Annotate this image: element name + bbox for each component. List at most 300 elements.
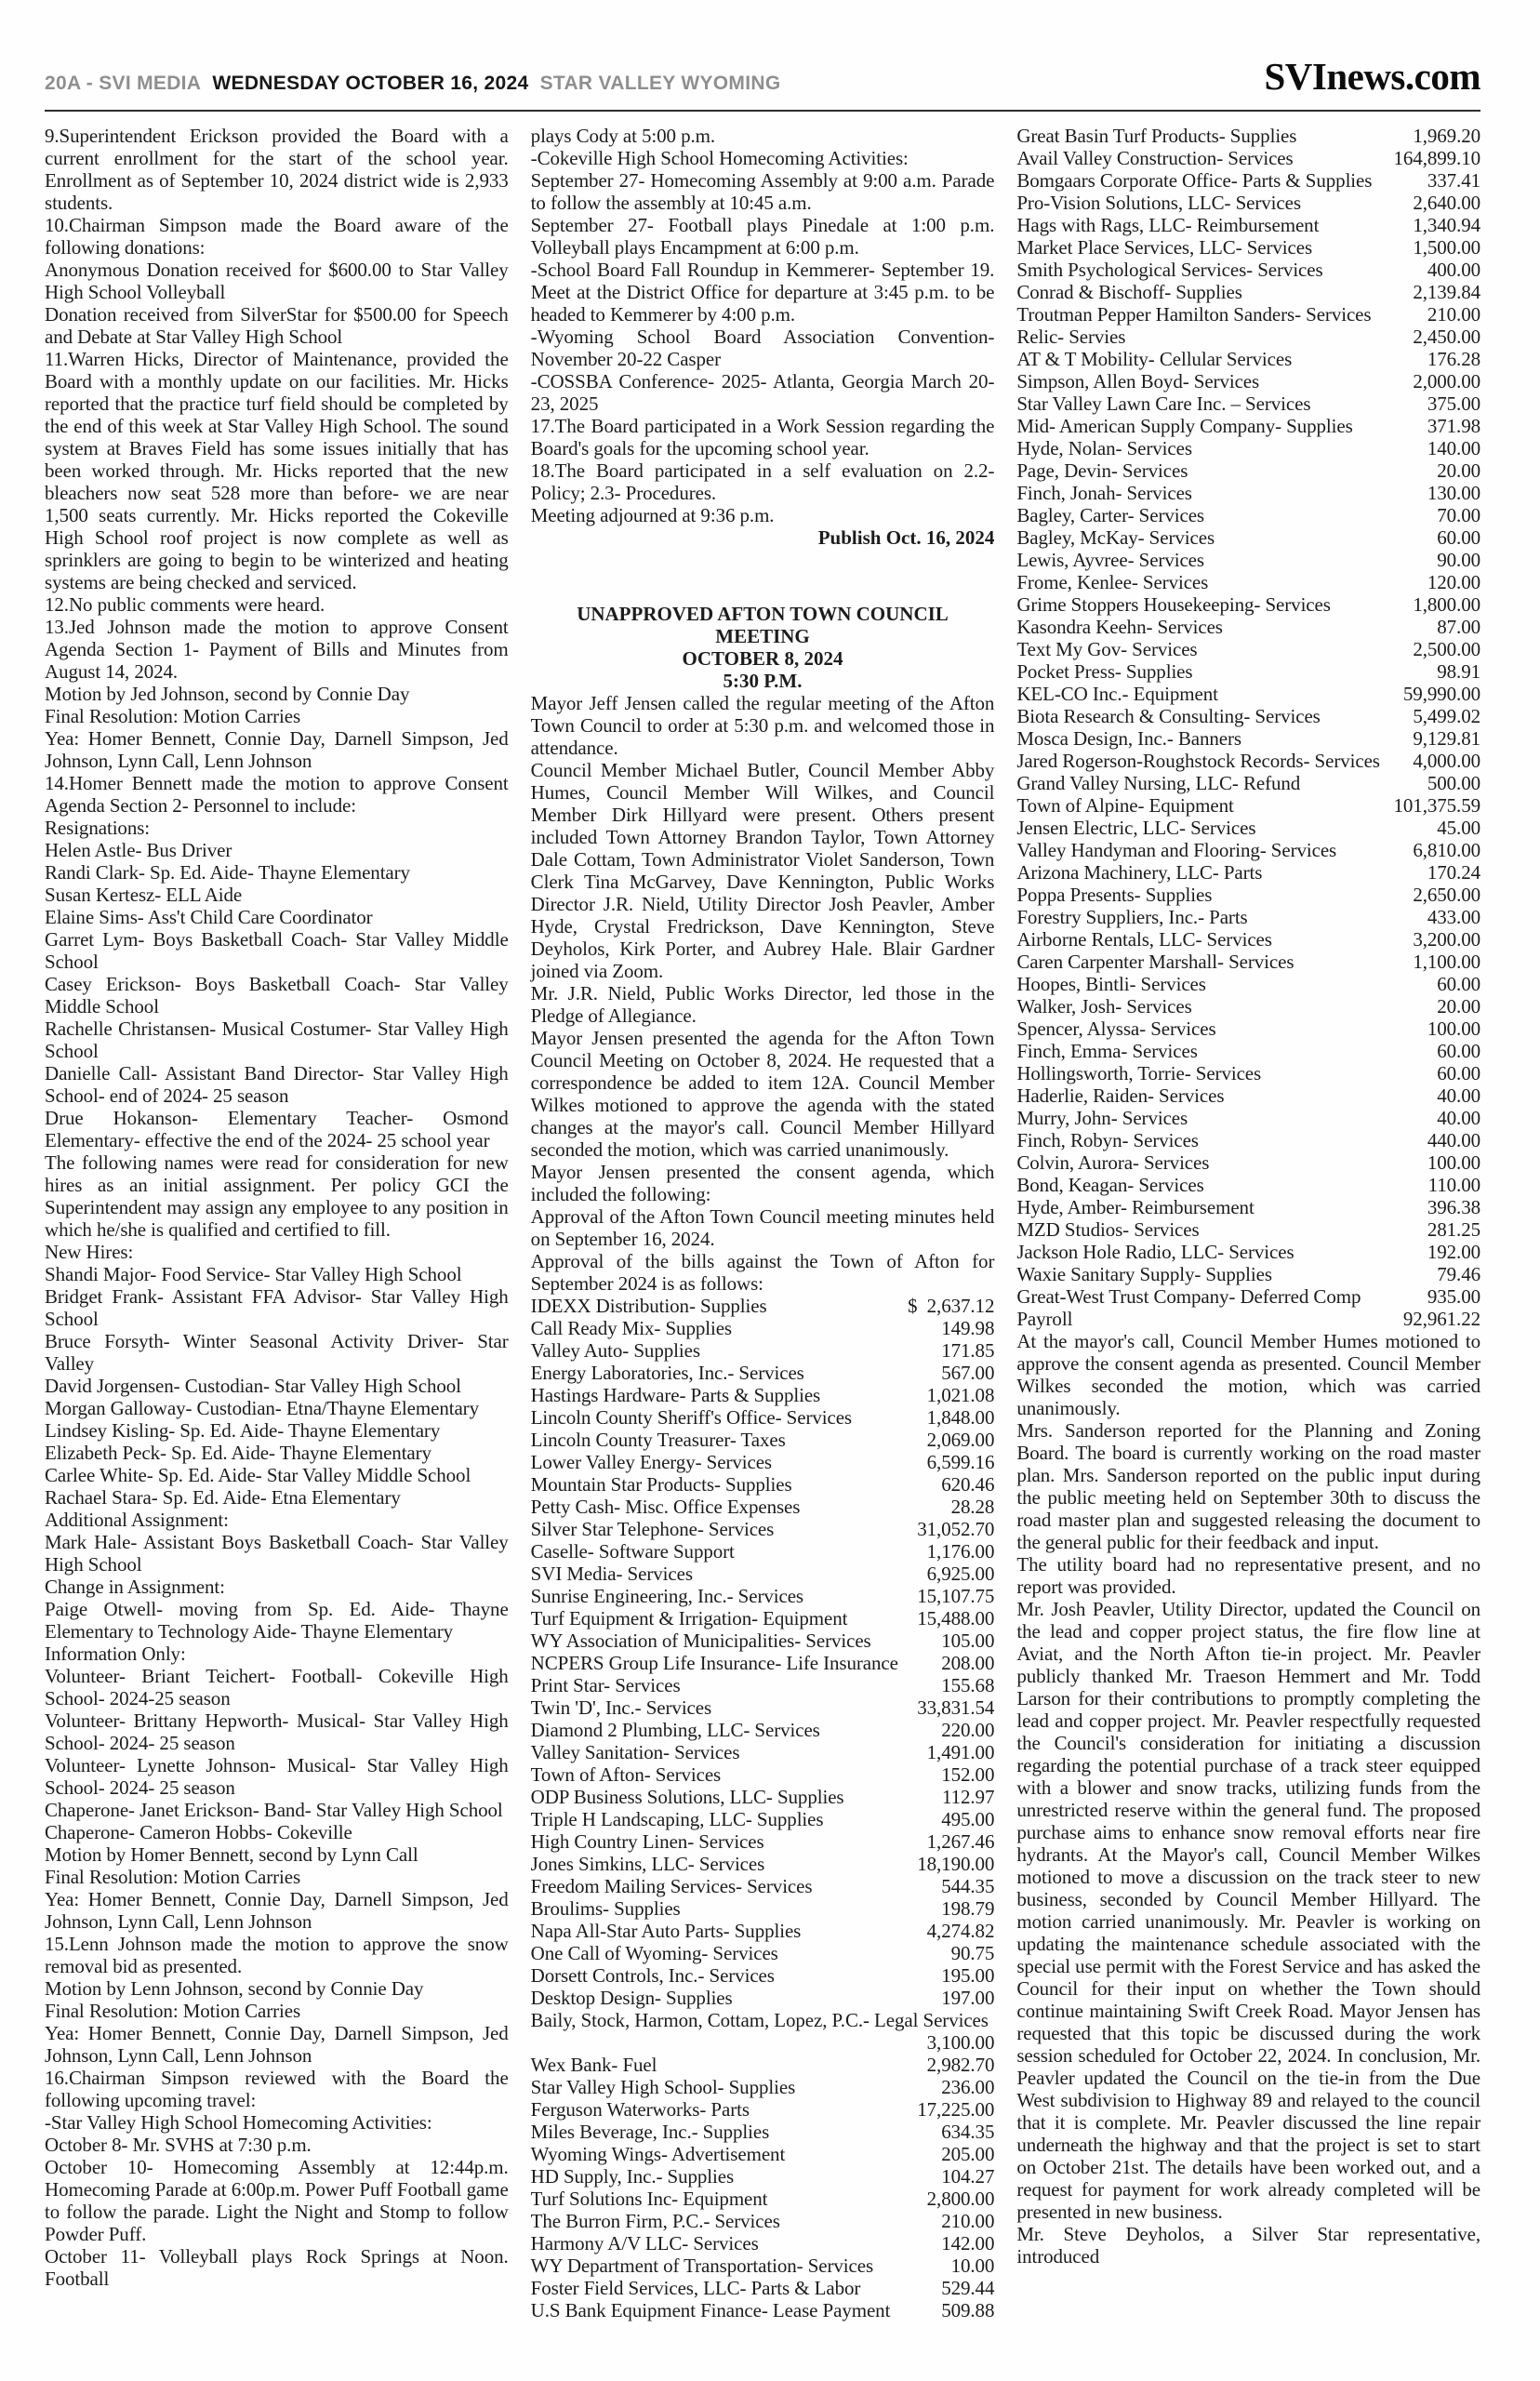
bill-vendor: Grand Valley Nursing, LLC- Refund bbox=[1016, 772, 1301, 794]
paragraph: Lindsey Kisling- Sp. Ed. Aide- Thayne Elementary bbox=[45, 1419, 441, 1442]
paragraph: -COSSBA Conference- 2025- Atlanta, Georgia March 20-23, 2025 bbox=[530, 370, 995, 415]
paragraph: Casey Erickson- Boys Basketball Coach- Star Valley Middle School bbox=[45, 973, 509, 1018]
bill-amount: 5,499.02 bbox=[1413, 705, 1481, 727]
paragraph: The following names were read for consideration for new hires as an initial assignment. Per policy GCI the Superintendent may assign any employee to any position in which he/she is qualified and certified to fill. bbox=[45, 1151, 509, 1241]
bill-amount: 567.00 bbox=[941, 1362, 995, 1384]
bill-amount: 176.28 bbox=[1427, 348, 1481, 370]
bill-amount: 90.00 bbox=[1437, 549, 1481, 571]
paragraph: Meeting adjourned at 9:36 p.m. bbox=[530, 504, 775, 526]
bill-row bbox=[531, 2076, 995, 2098]
bill-row bbox=[531, 1786, 995, 1808]
bill-row bbox=[531, 2188, 995, 2210]
bill-vendor: Lincoln County Sheriff's Office- Services bbox=[530, 1406, 853, 1429]
bill-vendor: Waxie Sanitary Supply- Supplies bbox=[1016, 1263, 1272, 1285]
paragraph: At the mayor's call, Council Member Humes motioned to approve the consent agenda as presented. Council Member Wilkes seconded the motion, which was carried unanimously. bbox=[1016, 1330, 1481, 1419]
page-header bbox=[45, 54, 1480, 99]
bill-vendor: Town of Afton- Services bbox=[530, 1763, 722, 1786]
bill-vendor: Pro-Vision Solutions, LLC- Services bbox=[1016, 192, 1301, 214]
bill-amount: 33,831.54 bbox=[917, 1696, 995, 1719]
bill-row bbox=[531, 2143, 995, 2165]
bill-amount: 149.98 bbox=[941, 1317, 995, 1339]
bill-row bbox=[531, 1496, 995, 1518]
bill-row bbox=[531, 2098, 995, 2121]
bill-row bbox=[1016, 884, 1480, 906]
bill-row bbox=[1016, 973, 1480, 995]
bill-amount: 935.00 bbox=[1427, 1285, 1481, 1308]
bill-row bbox=[531, 1964, 995, 1987]
bill-amount: 440.00 bbox=[1427, 1129, 1481, 1151]
bill-row bbox=[531, 1406, 995, 1429]
column-3 bbox=[1016, 125, 1480, 2321]
bill-amount: 1,491.00 bbox=[926, 1741, 995, 1763]
bill-vendor: Wex Bank- Fuel bbox=[530, 2054, 657, 2076]
paragraph: Elaine Sims- Ass't Child Care Coordinator bbox=[45, 906, 373, 928]
paragraph: Baily, Stock, Harmon, Cottam, Lopez, P.C.- Legal Services bbox=[530, 2009, 989, 2031]
bill-vendor: WY Department of Transportation- Services bbox=[530, 2255, 874, 2277]
bill-row bbox=[531, 2299, 995, 2321]
page-number: 20A - SVI MEDIA bbox=[45, 73, 202, 94]
bill-amount: 236.00 bbox=[941, 2076, 995, 2098]
bill-amount: 152.00 bbox=[941, 1763, 995, 1786]
paragraph: Mrs. Sanderson reported for the Planning and Zoning Board. The board is currently working on the road master plan. Mrs. Sanderson reported on the public input during the public meeting held on September 30th to discuss the road master plan and suggested releasing the document to the general public for their feedback and input. bbox=[1016, 1419, 1481, 1553]
bill-amount: 2,139.84 bbox=[1413, 281, 1481, 303]
bill-vendor: Hollingsworth, Torrie- Services bbox=[1016, 1062, 1262, 1084]
bill-row bbox=[1016, 526, 1480, 549]
bill-vendor: Murry, John- Services bbox=[1016, 1107, 1188, 1129]
bill-amount: 9,129.81 bbox=[1413, 727, 1481, 750]
header-divider bbox=[45, 110, 1480, 112]
bill-vendor: Forestry Suppliers, Inc.- Parts bbox=[1016, 906, 1248, 928]
bill-vendor: Call Ready Mix- Supplies bbox=[530, 1317, 733, 1339]
bill-vendor: Valley Sanitation- Services bbox=[530, 1741, 740, 1763]
bill-vendor: Town of Alpine- Equipment bbox=[1016, 794, 1234, 817]
bill-amount: 40.00 bbox=[1437, 1107, 1481, 1129]
bill-row bbox=[531, 1674, 995, 1696]
bill-row bbox=[1016, 437, 1480, 459]
paragraph: Rachael Stara- Sp. Ed. Aide- Etna Elementary bbox=[45, 1486, 401, 1509]
bill-amount: 634.35 bbox=[941, 2121, 995, 2143]
bill-row bbox=[531, 1518, 995, 1540]
bill-vendor: Sunrise Engineering, Inc.- Services bbox=[530, 1585, 804, 1607]
bill-vendor: Pocket Press- Supplies bbox=[1016, 660, 1193, 683]
paragraph: Volunteer- Briant Teichert- Football- Cokeville High School- 2024-25 season bbox=[45, 1665, 509, 1709]
bill-row bbox=[531, 1875, 995, 1897]
bill-row bbox=[1016, 147, 1480, 169]
bill-amount: 195.00 bbox=[941, 1964, 995, 1987]
paragraph: September 27- Football plays Pinedale at 1:00 p.m. Volleyball plays Encampment at 6:00 p.m. bbox=[530, 214, 995, 259]
bill-row bbox=[1016, 638, 1480, 660]
paragraph: 12.No public comments were heard. bbox=[45, 593, 325, 616]
bill-vendor: U.S Bank Equipment Finance- Lease Payment bbox=[530, 2299, 891, 2321]
bill-row bbox=[1016, 1107, 1480, 1129]
bill-row bbox=[1016, 504, 1480, 526]
bill-amount: 210.00 bbox=[1427, 303, 1481, 326]
bill-amount: 4,000.00 bbox=[1413, 750, 1481, 772]
bill-amount: 375.00 bbox=[1427, 392, 1481, 415]
paragraph: Susan Kertesz- ELL Aide bbox=[45, 884, 243, 906]
bill-row bbox=[1016, 928, 1480, 951]
paragraph: Resignations: bbox=[45, 817, 151, 839]
bill-vendor: High Country Linen- Services bbox=[530, 1830, 764, 1853]
bill-amount: 164,899.10 bbox=[1393, 147, 1481, 169]
bill-row bbox=[531, 1362, 995, 1384]
bill-amount: 40.00 bbox=[1437, 1084, 1481, 1107]
bill-row bbox=[531, 1563, 995, 1585]
paragraph: 17.The Board participated in a Work Session regarding the Board's goals for the upcoming school year. bbox=[530, 415, 995, 459]
bill-vendor: Lower Valley Energy- Services bbox=[530, 1451, 772, 1473]
paragraph: Carlee White- Sp. Ed. Aide- Star Valley Middle School bbox=[45, 1464, 471, 1486]
bill-row bbox=[531, 1808, 995, 1830]
bill-vendor: Avail Valley Construction- Services bbox=[1016, 147, 1294, 169]
bill-amount: 500.00 bbox=[1427, 772, 1481, 794]
bill-vendor: MZD Studios- Services bbox=[1016, 1218, 1200, 1241]
bill-vendor: Valley Auto- Supplies bbox=[530, 1339, 700, 1362]
bill-vendor: ODP Business Solutions, LLC- Supplies bbox=[530, 1786, 844, 1808]
bill-amount: 3,100.00 bbox=[926, 2031, 995, 2054]
bill-vendor: Text My Gov- Services bbox=[1016, 638, 1198, 660]
bill-amount: 100.00 bbox=[1427, 1018, 1481, 1040]
bill-vendor: Great Basin Turf Products- Supplies bbox=[1016, 125, 1297, 147]
paragraph: plays Cody at 5:00 p.m. bbox=[530, 125, 716, 147]
bill-amount: 2,500.00 bbox=[1413, 638, 1481, 660]
bill-row bbox=[1016, 236, 1480, 259]
bill-amount: 60.00 bbox=[1437, 526, 1481, 549]
bill-row bbox=[531, 1942, 995, 1964]
bill-vendor: Finch, Jonah- Services bbox=[1016, 482, 1192, 504]
bill-vendor: Bomgaars Corporate Office- Parts & Supplies bbox=[1016, 169, 1373, 192]
bill-vendor: Great-West Trust Company- Deferred Comp bbox=[1016, 1285, 1361, 1308]
bill-vendor: Jones Simkins, LLC- Services bbox=[530, 1853, 765, 1875]
bill-row bbox=[531, 2165, 995, 2188]
bill-amount: 45.00 bbox=[1437, 817, 1481, 839]
bill-vendor: Haderlie, Raiden- Services bbox=[1016, 1084, 1225, 1107]
bill-amount: 205.00 bbox=[941, 2143, 995, 2165]
bill-amount: 1,340.94 bbox=[1413, 214, 1481, 236]
paragraph: Rachelle Christansen- Musical Costumer- Star Valley High School bbox=[45, 1018, 509, 1062]
bill-row bbox=[531, 1429, 995, 1451]
paragraph: Mayor Jeff Jensen called the regular meeting of the Afton Town Council to order at 5:30 p.m. and welcomed those in attendance. bbox=[530, 692, 995, 759]
bill-amount: 529.44 bbox=[941, 2277, 995, 2299]
spacer bbox=[531, 549, 995, 603]
bill-row bbox=[1016, 1084, 1480, 1107]
bill-row bbox=[1016, 348, 1480, 370]
bill-vendor: Desktop Design- Supplies bbox=[530, 1987, 733, 2009]
bill-amount: 1,100.00 bbox=[1413, 951, 1481, 973]
bill-row bbox=[1016, 1241, 1480, 1263]
paragraph: Final Resolution: Motion Carries bbox=[45, 2000, 301, 2022]
bill-row bbox=[1016, 705, 1480, 727]
bill-vendor: Arizona Machinery, LLC- Parts bbox=[1016, 861, 1263, 884]
bill-amount: 98.91 bbox=[1437, 660, 1481, 683]
bill-amount: 10.00 bbox=[950, 2255, 995, 2277]
bill-amount: 31,052.70 bbox=[917, 1518, 995, 1540]
paragraph: -Cokeville High School Homecoming Activities: bbox=[530, 147, 909, 169]
paragraph: New Hires: bbox=[45, 1241, 134, 1263]
paragraph: 18.The Board participated in a self evaluation on 2.2- Policy; 2.3- Procedures. bbox=[530, 459, 995, 504]
bill-row bbox=[1016, 839, 1480, 861]
bill-row bbox=[531, 1696, 995, 1719]
section-heading: OCTOBER 8, 2024 bbox=[682, 647, 843, 670]
bill-vendor: Airborne Rentals, LLC- Services bbox=[1016, 928, 1272, 951]
bill-vendor: The Burron Firm, P.C.- Services bbox=[530, 2210, 780, 2232]
bill-row bbox=[1016, 1285, 1480, 1308]
bill-amount: 2,000.00 bbox=[1413, 370, 1481, 392]
bill-amount: 18,190.00 bbox=[917, 1853, 995, 1875]
paragraph: Drue Hokanson- Elementary Teacher- Osmond Elementary- effective the end of the 2024- 25 school year bbox=[45, 1107, 509, 1151]
bill-vendor: NCPERS Group Life Insurance- Life Insurance bbox=[530, 1652, 898, 1674]
bill-amount: 20.00 bbox=[1437, 995, 1481, 1018]
bill-vendor: Hags with Rags, LLC- Reimbursement bbox=[1016, 214, 1320, 236]
bill-amount: 509.88 bbox=[941, 2299, 995, 2321]
paragraph: Approval of the Afton Town Council meeting minutes held on September 16, 2024. bbox=[530, 1205, 995, 1250]
bill-row bbox=[531, 1629, 995, 1652]
paragraph: Anonymous Donation received for $600.00 to Star Valley High School Volleyball bbox=[45, 259, 509, 303]
bill-row bbox=[1016, 482, 1480, 504]
bill-vendor: Market Place Services, LLC- Services bbox=[1016, 236, 1313, 259]
header-date: WEDNESDAY OCTOBER 16, 2024 bbox=[212, 73, 529, 94]
bill-amount: 2,450.00 bbox=[1413, 326, 1481, 348]
bill-amount: 70.00 bbox=[1437, 504, 1481, 526]
bill-vendor: Bagley, McKay- Services bbox=[1016, 526, 1215, 549]
bill-amount: 120.00 bbox=[1427, 571, 1481, 593]
bill-amount: 60.00 bbox=[1437, 1040, 1481, 1062]
bill-row bbox=[531, 1339, 995, 1362]
bill-row bbox=[1016, 192, 1480, 214]
bill-amount: 79.46 bbox=[1437, 1263, 1481, 1285]
bill-amount: 105.00 bbox=[941, 1629, 995, 1652]
paragraph: Motion by Homer Bennett, second by Lynn Call bbox=[45, 1843, 418, 1866]
paragraph: 16.Chairman Simpson reviewed with the Board the following upcoming travel: bbox=[45, 2067, 509, 2111]
bill-row bbox=[531, 2232, 995, 2255]
bill-row bbox=[1016, 1218, 1480, 1241]
bill-vendor: Colvin, Aurora- Services bbox=[1016, 1151, 1210, 1174]
bill-amount: 544.35 bbox=[941, 1875, 995, 1897]
bill-vendor: Hastings Hardware- Parts & Supplies bbox=[530, 1384, 821, 1406]
bill-row bbox=[531, 2255, 995, 2277]
bill-vendor: Lewis, Ayvree- Services bbox=[1016, 549, 1204, 571]
bill-amount: 2,800.00 bbox=[926, 2188, 995, 2210]
paragraph: Yea: Homer Bennett, Connie Day, Darnell Simpson, Jed Johnson, Lynn Call, Lenn Johnson bbox=[45, 2022, 509, 2067]
bill-vendor: KEL-CO Inc.- Equipment bbox=[1016, 683, 1218, 705]
bill-amount: 60.00 bbox=[1437, 1062, 1481, 1084]
bill-amount: 90.75 bbox=[950, 1942, 995, 1964]
bill-row bbox=[1016, 415, 1480, 437]
bill-amount: 130.00 bbox=[1427, 482, 1481, 504]
bill-amount: 112.97 bbox=[941, 1786, 995, 1808]
bill-vendor: Caren Carpenter Marshall- Services bbox=[1016, 951, 1294, 973]
bill-vendor: Freedom Mailing Services- Services bbox=[530, 1875, 813, 1897]
bill-vendor: HD Supply, Inc.- Supplies bbox=[530, 2165, 735, 2188]
bill-vendor: Dorsett Controls, Inc.- Services bbox=[530, 1964, 775, 1987]
bill-row bbox=[531, 1741, 995, 1763]
paragraph: Mark Hale- Assistant Boys Basketball Coach- Star Valley High School bbox=[45, 1531, 509, 1576]
bill-amount: 1,800.00 bbox=[1413, 593, 1481, 616]
bill-amount: 15,488.00 bbox=[917, 1607, 995, 1629]
bill-vendor: Harmony A/V LLC- Services bbox=[530, 2232, 759, 2255]
bill-vendor: Turf Solutions Inc- Equipment bbox=[530, 2188, 768, 2210]
paragraph: 13.Jed Johnson made the motion to approve Consent Agenda Section 1- Payment of Bills and Minutes from August 14, 2024. bbox=[45, 616, 509, 683]
bill-amount: 155.68 bbox=[941, 1674, 995, 1696]
bill-vendor: Troutman Pepper Hamilton Sanders- Services bbox=[1016, 303, 1372, 326]
bill-vendor: Bond, Keagan- Services bbox=[1016, 1174, 1204, 1196]
bill-vendor: Payroll bbox=[1016, 1308, 1073, 1330]
bill-amount: 3,200.00 bbox=[1413, 928, 1481, 951]
bill-amount: 495.00 bbox=[941, 1808, 995, 1830]
bill-vendor: Mosca Design, Inc.- Banners bbox=[1016, 727, 1241, 750]
bill-amount: 20.00 bbox=[1437, 459, 1481, 482]
bill-row bbox=[1016, 995, 1480, 1018]
bill-vendor: Wyoming Wings- Advertisement bbox=[530, 2143, 786, 2165]
bill-row bbox=[531, 2054, 995, 2076]
bill-vendor: Diamond 2 Plumbing, LLC- Services bbox=[530, 1719, 820, 1741]
bill-row bbox=[531, 1451, 995, 1473]
bill-vendor: Ferguson Waterworks- Parts bbox=[530, 2098, 750, 2121]
bill-vendor: Walker, Josh- Services bbox=[1016, 995, 1192, 1018]
bill-amount: 2,640.00 bbox=[1413, 192, 1481, 214]
bill-vendor: Hoopes, Bintli- Services bbox=[1016, 973, 1206, 995]
paragraph: 11.Warren Hicks, Director of Maintenance, provided the Board with a monthly update on our facilities. Mr. Hicks reported that the practice turf field should be completed by the end of this week at Star Valley High School. The sound system at Braves Field has some issues initially that has been worked through. Mr. Hicks reported that the new bleachers now seat 528 more than before- we are near 1,500 seats currently. Mr. Hicks reported the Cokeville High School roof project is now complete as well as sprinklers are going to begin to be winterized and heating systems are being checked and serviced. bbox=[45, 348, 509, 593]
bill-row bbox=[1016, 906, 1480, 928]
bill-vendor: Print Star- Services bbox=[530, 1674, 681, 1696]
bill-amount: 15,107.75 bbox=[917, 1585, 995, 1607]
bill-vendor: Valley Handyman and Flooring- Services bbox=[1016, 839, 1337, 861]
bill-vendor: Jackson Hole Radio, LLC- Services bbox=[1016, 1241, 1294, 1263]
bill-row bbox=[1016, 817, 1480, 839]
bill-amount: 1,969.20 bbox=[1413, 125, 1481, 147]
paragraph: Chaperone- Janet Erickson- Band- Star Valley High School bbox=[45, 1799, 503, 1821]
bill-amount: 170.24 bbox=[1427, 861, 1481, 884]
bill-row bbox=[1016, 593, 1480, 616]
bill-row bbox=[1016, 259, 1480, 281]
bill-amount: 140.00 bbox=[1427, 437, 1481, 459]
paragraph: Approval of the bills against the Town of Afton for September 2024 is as follows: bbox=[530, 1250, 995, 1295]
bill-vendor: Foster Field Services, LLC- Parts & Labor bbox=[530, 2277, 861, 2299]
paragraph: 9.Superintendent Erickson provided the Board with a current enrollment for the start of the school year. Enrollment as of September 10, 2024 district wide is 2,933 students. bbox=[45, 125, 509, 214]
bill-row bbox=[531, 2031, 995, 2054]
paragraph: -School Board Fall Roundup in Kemmerer- September 19. Meet at the District Office for departure at 3:45 p.m. to be headed to Kemmerer by 4:00 p.m. bbox=[530, 259, 995, 326]
bill-vendor: Simpson, Allen Boyd- Services bbox=[1016, 370, 1260, 392]
bill-row bbox=[1016, 772, 1480, 794]
bill-row bbox=[531, 1987, 995, 2009]
paragraph: Mayor Jensen presented the consent agenda, which included the following: bbox=[530, 1161, 995, 1205]
bill-row bbox=[1016, 1018, 1480, 1040]
bill-vendor: Finch, Robyn- Services bbox=[1016, 1129, 1199, 1151]
paragraph: 14.Homer Bennett made the motion to approve Consent Agenda Section 2- Personnel to include: bbox=[45, 772, 509, 817]
bill-row bbox=[531, 1317, 995, 1339]
paragraph: Garret Lym- Boys Basketball Coach- Star Valley Middle School bbox=[45, 928, 509, 973]
bill-row bbox=[1016, 1196, 1480, 1218]
bill-vendor: Miles Beverage, Inc.- Supplies bbox=[530, 2121, 770, 2143]
paragraph: Final Resolution: Motion Carries bbox=[45, 1866, 301, 1888]
paragraph: Randi Clark- Sp. Ed. Aide- Thayne Elementary bbox=[45, 861, 410, 884]
bill-amount: 6,599.16 bbox=[926, 1451, 995, 1473]
bill-row bbox=[1016, 951, 1480, 973]
paragraph: October 10- Homecoming Assembly at 12:44p.m. Homecoming Parade at 6:00p.m. Power Puff Football game to follow the parade. Light the Night and Stomp to follow Powder Puff. bbox=[45, 2156, 509, 2245]
bill-amount: 28.28 bbox=[950, 1496, 995, 1518]
bill-vendor: AT & T Mobility- Cellular Services bbox=[1016, 348, 1293, 370]
bill-vendor: One Call of Wyoming- Services bbox=[530, 1942, 778, 1964]
bill-vendor: Finch, Emma- Services bbox=[1016, 1040, 1198, 1062]
paragraph: Helen Astle- Bus Driver bbox=[45, 839, 232, 861]
paragraph: Bruce Forsyth- Winter Seasonal Activity Driver- Star Valley bbox=[45, 1330, 509, 1375]
bill-vendor: Page, Devin- Services bbox=[1016, 459, 1188, 482]
bill-row bbox=[1016, 549, 1480, 571]
paragraph: Change in Assignment: bbox=[45, 1576, 225, 1598]
bill-row bbox=[531, 1719, 995, 1741]
publish-note: Publish Oct. 16, 2024 bbox=[817, 526, 995, 549]
bill-row bbox=[1016, 370, 1480, 392]
paragraph: October 8- Mr. SVHS at 7:30 p.m. bbox=[45, 2134, 312, 2156]
bill-row bbox=[1016, 459, 1480, 482]
paragraph: The utility board had no representative present, and no report was provided. bbox=[1016, 1553, 1481, 1598]
paragraph: Mr. J.R. Nield, Public Works Director, led those in the Pledge of Allegiance. bbox=[530, 982, 995, 1027]
bill-vendor: SVI Media- Services bbox=[530, 1563, 693, 1585]
bill-amount: 192.00 bbox=[1427, 1241, 1481, 1263]
bill-row bbox=[1016, 1129, 1480, 1151]
bill-vendor: Mountain Star Products- Supplies bbox=[530, 1473, 792, 1496]
bill-vendor: Hyde, Amber- Reimbursement bbox=[1016, 1196, 1255, 1218]
paragraph: Mayor Jensen presented the agenda for the Afton Town Council Meeting on October 8, 2024. He requested that a correspondence be added to item 12A. Council Member Wilkes motioned to approve the agenda with the stated changes at the mayor's call. Council Member Hillyard seconded the motion, which was carried unanimously. bbox=[530, 1027, 995, 1161]
bill-amount: 396.38 bbox=[1427, 1196, 1481, 1218]
bill-row bbox=[1016, 571, 1480, 593]
bill-amount: 1,848.00 bbox=[926, 1406, 995, 1429]
bill-amount: 433.00 bbox=[1427, 906, 1481, 928]
paragraph: September 27- Homecoming Assembly at 9:00 a.m. Parade to follow the assembly at 10:45 a.m. bbox=[530, 169, 995, 214]
bill-row bbox=[1016, 727, 1480, 750]
paragraph: Motion by Jed Johnson, second by Connie Day bbox=[45, 683, 410, 705]
bill-row bbox=[1016, 1151, 1480, 1174]
paragraph: Bridget Frank- Assistant FFA Advisor- Star Valley High School bbox=[45, 1285, 509, 1330]
bill-vendor: Triple H Landscaping, LLC- Supplies bbox=[530, 1808, 824, 1830]
bill-row bbox=[531, 1473, 995, 1496]
bill-vendor: Spencer, Alyssa- Services bbox=[1016, 1018, 1216, 1040]
paragraph: 10.Chairman Simpson made the Board aware of the following donations: bbox=[45, 214, 509, 259]
bill-amount: 92,961.22 bbox=[1402, 1308, 1481, 1330]
article-body bbox=[45, 125, 1480, 2321]
bill-vendor: Bagley, Carter- Services bbox=[1016, 504, 1204, 526]
paragraph: Additional Assignment: bbox=[45, 1509, 229, 1531]
bill-amount: 337.41 bbox=[1427, 169, 1481, 192]
paragraph: Final Resolution: Motion Carries bbox=[45, 705, 301, 727]
bill-row bbox=[1016, 281, 1480, 303]
bill-row bbox=[531, 1585, 995, 1607]
bill-amount: 400.00 bbox=[1427, 259, 1481, 281]
bill-amount: 59,990.00 bbox=[1402, 683, 1481, 705]
bill-amount: 4,274.82 bbox=[926, 1920, 995, 1942]
bill-row bbox=[531, 2210, 995, 2232]
bill-amount: 110.00 bbox=[1427, 1174, 1481, 1196]
bill-amount: 2,982.70 bbox=[926, 2054, 995, 2076]
bill-vendor: Jared Rogerson-Roughstock Records- Services bbox=[1016, 750, 1380, 772]
paragraph: Council Member Michael Butler, Council Member Abby Humes, Council Member Will Wilkes, and Council Member Dirk Hillyard were present. Others present included Town Attorney Brandon Taylor, Town Attorney Dale Cottam, Town Administrator Violet Sanderson, Town Clerk Tina McGarvey, Dave Kennington, Public Works Director J.R. Nield, Utility Director Josh Peavler, Amber Hyde, Crystal Fredrickson, Dave Kennington, Steve Deyholos, Kirk Porter, and Aubrey Hale. Blair Gardner joined via Zoom. bbox=[530, 759, 995, 982]
bill-row bbox=[531, 1920, 995, 1942]
bill-amount: 87.00 bbox=[1437, 616, 1481, 638]
bill-row bbox=[531, 1607, 995, 1629]
header-location: STAR VALLEY WYOMING bbox=[539, 73, 781, 94]
bill-vendor: Lincoln County Treasurer- Taxes bbox=[530, 1429, 786, 1451]
bill-amount: 171.85 bbox=[941, 1339, 995, 1362]
bill-amount: 1,500.00 bbox=[1413, 236, 1481, 259]
bill-amount: 60.00 bbox=[1437, 973, 1481, 995]
bill-amount: 220.00 bbox=[941, 1719, 995, 1741]
bill-row bbox=[1016, 125, 1480, 147]
bill-vendor: Grime Stoppers Housekeeping- Services bbox=[1016, 593, 1331, 616]
bill-amount: 371.98 bbox=[1427, 415, 1481, 437]
paragraph: Donation received from SilverStar for $500.00 for Speech and Debate at Star Valley High School bbox=[45, 303, 509, 348]
bill-row bbox=[1016, 660, 1480, 683]
bill-row bbox=[1016, 214, 1480, 236]
bill-vendor: WY Association of Municipalities- Services bbox=[530, 1629, 871, 1652]
